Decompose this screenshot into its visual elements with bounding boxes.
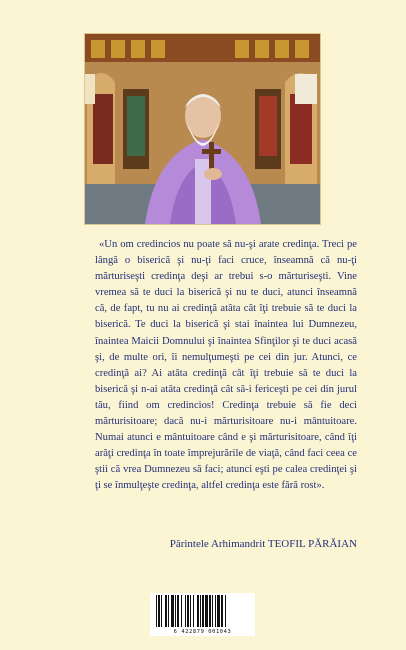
cover-photo [85, 34, 320, 224]
barcode-bar [225, 595, 226, 627]
quote-text: «Un om credincios nu poate să nu-şi arate credinţa. Treci pe lângă o biserică şi nu-ţi faci cruce, înseamnă că nu-ţi mărturiseşti credinţa deşi ar trebui s-o mărturiseşti. Vine vremea să te duci la biserică şi nu te duci, atunci înseamnă că, de fapt, tu nu ai credinţă atâta cât îţi trebuie să te duci la biserică. Te duci la biserică şi stai înaintea lui Dumnezeu, înaintea Maicii Domnului şi înaintea Sfinţilor şi te duci acasă şi, de multe ori, îi nemulţumeşti pe cei din jur. Atunci, ce credinţă ai? Ai atâta credinţă cât îţi trebuie să te duci la biserică şi n-ai atâta credinţă cât să-i fericeşti pe cei din jurul tău, fiind om credincios! Credinţa trebuie să fie deci mărturisitoare; dacă nu-i mărturisitoare nu-i mântuitoare. Numai atunci e mântuitoare când e şi mărturisitoare, când îţi arăţi credinţa în toate împrejurările de viaţă, când faci ceea ce ştii că vrea Dumnezeu să faci; atunci eşti pe calea credinţei şi ţi se înmulţeşte credinţa, altfel credinţa este fără rost». [95, 239, 357, 492]
barcode-bar [209, 595, 211, 627]
barcode-digits: 6 422879 001043 [173, 629, 232, 635]
barcode-bar [177, 595, 179, 627]
priest-photo [85, 34, 320, 224]
barcode-bar [171, 595, 174, 627]
barcode-bar [181, 595, 182, 627]
author-name: Părintele Arhimandrit TEOFIL PĂRĂIAN [169, 538, 357, 550]
barcode-bar [161, 595, 162, 627]
barcode-bar [221, 595, 223, 627]
barcode-bar [193, 595, 194, 627]
barcode-bar [168, 595, 169, 627]
barcode-bar [156, 595, 157, 627]
barcode-bar [187, 595, 189, 627]
barcode-bar [175, 595, 176, 627]
barcode-bar [190, 595, 191, 627]
barcode-bar [197, 595, 199, 627]
barcode [150, 593, 255, 636]
barcode-bar [205, 595, 208, 627]
barcode-bars [150, 593, 255, 629]
barcode-bar [217, 595, 220, 627]
barcode-bar [200, 595, 201, 627]
barcode-bar [158, 595, 160, 627]
barcode-bar [185, 595, 186, 627]
barcode-bar [202, 595, 204, 627]
barcode-bar [212, 595, 213, 627]
barcode-bar [165, 595, 167, 627]
barcode-bar [215, 595, 216, 627]
